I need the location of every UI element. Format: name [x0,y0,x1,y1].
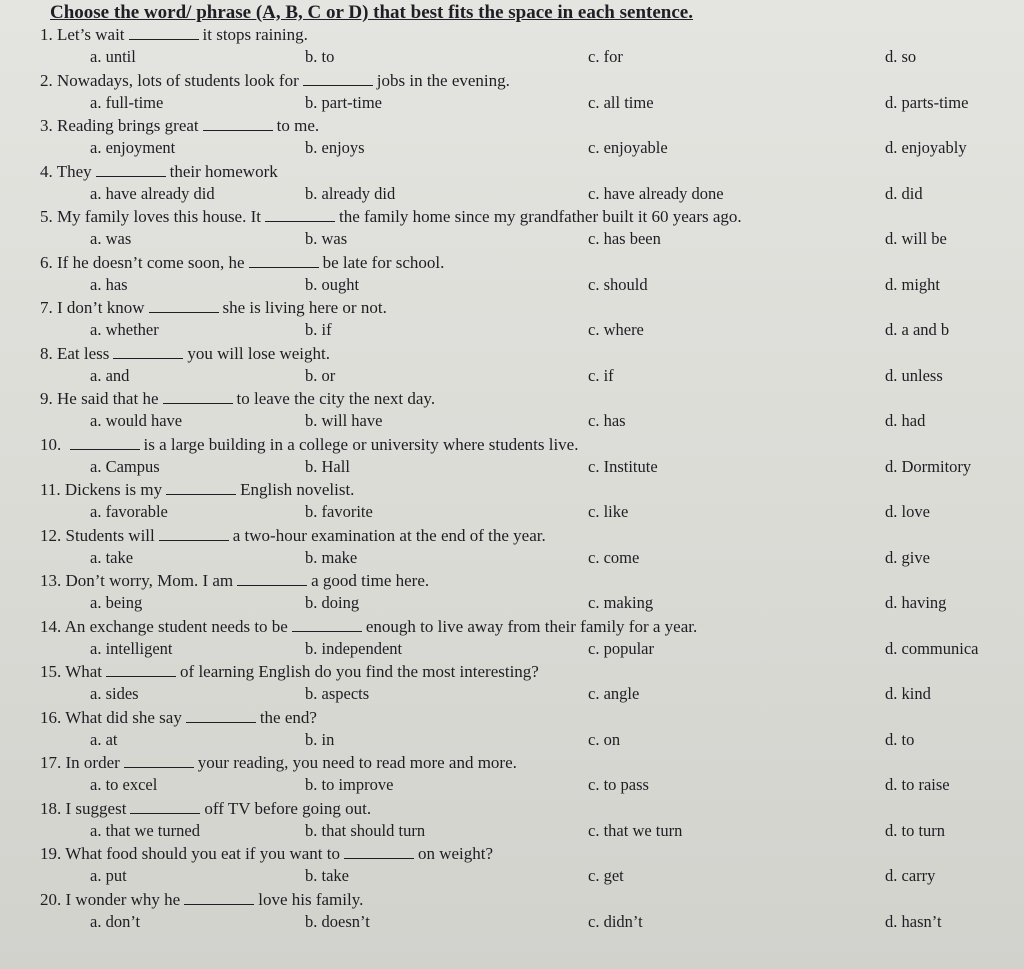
option-c: c. making [588,593,654,612]
question-stem [40,24,308,46]
option-a: a. to excel [90,775,158,794]
question-text-before: Don’t worry, Mom. I am [65,571,234,590]
question-row [0,843,1024,889]
option-b: b. make [305,547,358,567]
option-c: c. all time [588,92,654,112]
question-number: 14. [40,616,62,636]
question-row [0,889,1024,935]
question-text-before: I wonder why he [65,889,181,909]
option-d: d. to [885,729,915,749]
question-stem [40,525,546,547]
option-a: a. being [90,593,143,612]
option-a: a. was [90,229,132,248]
option-b: b. Hall [305,456,350,476]
answer-blank [130,799,200,814]
question-text-after: enough to live away from their family for a year. [365,616,698,636]
question-text-after: the end? [259,707,317,727]
question-number: 7. [40,298,53,317]
option-a: a. put [90,866,127,885]
option-b: b. ought [305,274,360,294]
question-text-before: What food should you eat if you want to [65,844,340,863]
option-a: a. sides [90,684,139,703]
option-a: a. whether [90,320,159,339]
option-c: c. angle [588,684,640,703]
question-text-after: English novelist. [240,480,355,499]
answer-blank [249,253,319,268]
option-b: b. already did [305,183,396,203]
option-b: b. will have [305,411,383,430]
question-number: 8. [40,343,53,363]
option-d: d. parts-time [885,92,969,112]
option-b: b. was [305,229,348,248]
option-a: a. don’t [90,911,141,931]
option-c: c. that we turn [588,820,683,840]
answer-blank [129,25,199,40]
question-row [0,343,1024,389]
question-text-after: is a large building in a college or university where students live. [143,434,579,454]
answer-blank [303,71,373,86]
question-text-after: jobs in the evening. [376,70,510,90]
option-b: b. take [305,866,349,885]
question-number: 16. [40,707,62,727]
answer-blank [70,435,140,450]
question-text-before: My family loves this house. It [57,207,261,226]
option-c: c. like [588,502,629,521]
question-text-before: What [65,662,103,681]
question-stem [40,434,578,456]
option-b: b. or [305,365,336,385]
question-text-after: love his family. [258,889,364,909]
option-c: c. has been [588,229,661,248]
option-c: c. on [588,729,621,749]
question-row [0,570,1024,616]
option-d: d. kind [885,684,931,703]
answer-blank [96,162,166,177]
answer-blank [265,207,335,222]
option-b: b. enjoys [305,138,365,157]
question-number: 6. [40,252,53,272]
option-a: a. intelligent [90,638,173,658]
question-row [0,525,1024,571]
option-a: a. would have [90,411,183,430]
question-text-before: Eat less [57,343,110,363]
question-row [0,434,1024,480]
option-a: a. until [90,47,136,66]
question-number: 20. [40,889,62,909]
question-text-after: it stops raining. [202,25,308,44]
option-b: b. doesn’t [305,911,370,931]
option-c: c. enjoyable [588,138,668,157]
option-c: c. if [588,365,614,385]
question-text-after: your reading, you need to read more and more. [197,753,517,772]
question-number: 2. [40,70,53,90]
question-stem [40,798,371,820]
question-text-after: to leave the city the next day. [236,389,436,408]
question-text-before: I don’t know [57,298,145,317]
question-number: 13. [40,571,62,590]
option-a: a. and [90,365,130,385]
question-text-before: He said that he [57,389,159,408]
question-text-after: she is living here or not. [222,298,387,317]
option-d: d. unless [885,365,943,385]
question-text-before: Reading brings great [57,116,199,135]
option-a: a. favorable [90,502,168,521]
option-d: d. enjoyably [885,138,967,157]
option-b: b. to improve [305,775,394,794]
option-c: c. where [588,320,644,339]
question-number: 12. [40,525,62,545]
answer-blank [159,526,229,541]
option-d: d. love [885,502,930,521]
option-c: c. come [588,547,640,567]
question-stem [40,343,330,365]
answer-blank [163,389,233,404]
option-d: d. give [885,547,930,567]
question-number: 15. [40,662,62,681]
option-c: c. didn’t [588,911,643,931]
option-b: b. to [305,47,335,66]
question-text-before: In order [65,753,120,772]
option-a: a. take [90,547,134,567]
question-number: 18. [40,798,62,818]
option-d: d. will be [885,229,947,248]
option-c: c. have already done [588,183,724,203]
question-stem [40,388,435,410]
option-c: c. should [588,274,648,294]
question-row [0,115,1024,161]
option-d: d. might [885,274,941,294]
question-stem [40,70,510,92]
question-text-before: Students will [65,525,155,545]
answer-blank [203,116,273,131]
option-d: d. Dormitory [885,456,972,476]
question-row [0,206,1024,252]
question-number: 17. [40,753,62,772]
question-row [0,252,1024,298]
question-number: 19. [40,844,62,863]
question-text-after: of learning English do you find the most interesting? [180,662,539,681]
question-row [0,479,1024,525]
question-number: 5. [40,207,53,226]
option-a: a. has [90,274,128,294]
option-c: c. for [588,47,623,66]
question-stem [40,616,697,638]
option-c: c. Institute [588,456,658,476]
question-text-before: If he doesn’t come soon, he [57,252,245,272]
question-row [0,388,1024,434]
question-number: 11. [40,480,61,499]
question-row [0,752,1024,798]
option-d: d. carry [885,866,936,885]
question-text-before: What did she say [65,707,182,727]
question-text-after: you will lose weight. [187,343,331,363]
option-d: d. hasn’t [885,911,942,931]
option-b: b. independent [305,638,403,658]
question-stem [40,843,493,865]
answer-blank [186,708,256,723]
option-d: d. did [885,183,923,203]
question-row [0,161,1024,207]
question-text-after: a two-hour examination at the end of the year. [232,525,546,545]
question-stem [40,661,539,683]
answer-blank [237,571,307,586]
option-a: a. full-time [90,92,164,112]
option-b: b. in [305,729,335,749]
option-d: d. had [885,411,926,430]
option-c: c. popular [588,638,654,658]
question-number: 1. [40,25,53,44]
question-row [0,798,1024,844]
question-stem [40,889,363,911]
question-stem [40,707,317,729]
question-text-after: their homework [169,161,278,181]
answer-blank [166,480,236,495]
question-stem [40,115,319,137]
question-row [0,70,1024,116]
question-row [0,24,1024,70]
question-stem [40,570,429,592]
question-stem [40,479,354,501]
question-text-before: An exchange student needs to be [64,616,288,636]
option-d: d. having [885,593,947,612]
question-row [0,616,1024,662]
question-number: 3. [40,116,53,135]
question-stem [40,752,517,774]
option-b: b. doing [305,593,360,612]
option-b: b. favorite [305,502,373,521]
question-row [0,297,1024,343]
answer-blank [124,753,194,768]
question-text-after: a good time here. [311,571,430,590]
worksheet-title: Choose the word/ phrase (A, B, C or D) that best fits the space in each sentence. [50,2,693,23]
option-b: b. aspects [305,684,370,703]
answer-blank [184,890,254,905]
option-a: a. have already did [90,183,215,203]
question-stem [40,297,387,319]
option-d: d. communica [885,638,979,658]
answer-blank [149,298,219,313]
question-number: 4. [40,161,53,181]
answer-blank [113,344,183,359]
option-a: a. that we turned [90,820,200,840]
question-text-before: They [56,161,92,181]
question-row [0,707,1024,753]
question-number: 9. [40,389,53,408]
option-b: b. part-time [305,92,382,112]
question-number: 10. [40,434,62,454]
answer-blank [292,617,362,632]
question-row [0,661,1024,707]
question-text-before: Dickens is my [64,480,163,499]
question-text-before: Nowadays, lots of students look for [57,70,299,90]
option-d: d. to raise [885,775,950,794]
option-a: a. enjoyment [90,138,176,157]
question-text-after: the family home since my grandfather built it 60 years ago. [338,207,742,226]
question-text-after: off TV before going out. [204,798,372,818]
option-d: d. so [885,47,917,66]
option-d: d. to turn [885,820,946,840]
option-c: c. to pass [588,775,649,794]
question-text-after: be late for school. [322,252,445,272]
option-c: c. has [588,411,626,430]
answer-blank [344,844,414,859]
option-b: b. if [305,320,332,339]
option-d: d. a and b [885,320,950,339]
answer-blank [106,662,176,677]
question-text-after: on weight? [417,844,494,863]
option-c: c. get [588,866,624,885]
option-a: a. at [90,729,118,749]
option-a: a. Campus [90,456,160,476]
question-stem [40,252,444,274]
option-b: b. that should turn [305,820,426,840]
question-text-before: Let’s wait [57,25,125,44]
question-text-after: to me. [276,116,320,135]
question-text-before: I suggest [65,798,127,818]
question-stem [40,206,742,228]
question-stem [40,161,278,183]
